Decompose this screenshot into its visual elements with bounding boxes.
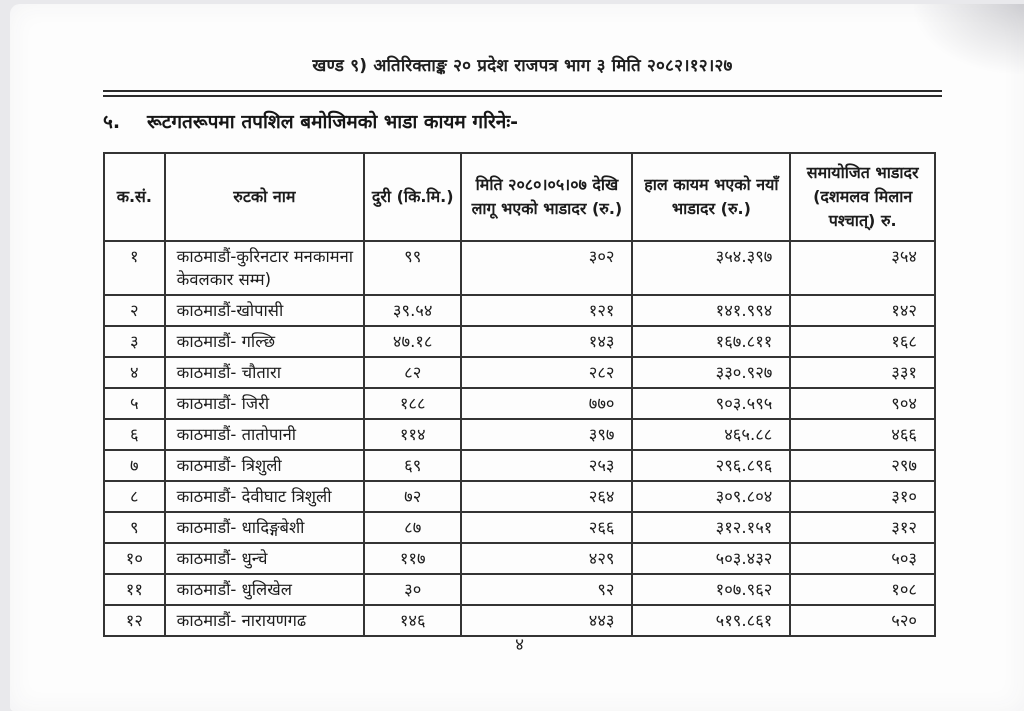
cell-route-name: काठमाडौं- धादिङ्गबेशी <box>165 512 364 543</box>
cell-adjusted-fare: १०८ <box>790 574 935 605</box>
table-row <box>104 419 935 450</box>
section-number: ५. <box>103 111 121 133</box>
cell-old-fare: १४३ <box>461 326 632 357</box>
cell-route-name: काठमाडौं- चौतारा <box>165 357 364 388</box>
cell-adjusted-fare: ३५४ <box>790 241 935 295</box>
cell-route-name: काठमाडौं- गल्छि <box>165 326 364 357</box>
cell-new-fare: ९०३.५९५ <box>632 388 790 419</box>
cell-serial: १० <box>104 543 165 574</box>
table-row <box>104 481 935 512</box>
cell-distance-km: १४६ <box>364 605 461 636</box>
cell-new-fare: १०७.९६२ <box>632 574 790 605</box>
cell-old-fare: ४४३ <box>461 605 632 636</box>
cell-route-name: काठमाडौं- देवीघाट त्रिशुली <box>165 481 364 512</box>
cell-old-fare: ९२ <box>461 574 632 605</box>
cell-adjusted-fare: ५०३ <box>790 543 935 574</box>
header-double-rule <box>103 90 942 97</box>
cell-distance-km: ४७.१८ <box>364 326 461 357</box>
column-header-distance: दुरी (कि.मि.) <box>364 153 461 241</box>
table-row <box>104 574 935 605</box>
section-title: रूटगतरूपमा तपशिल बमोजिमको भाडा कायम गरिनेः- <box>147 111 519 133</box>
section-heading <box>103 108 973 134</box>
cell-new-fare: ३०९.८०४ <box>632 481 790 512</box>
cell-distance-km: ८७ <box>364 512 461 543</box>
table-row <box>104 326 935 357</box>
gazette-header-line: खण्ड ९) अतिरिक्ताङ्क २० प्रदेश राजपत्र भाग ३ मिति २०८२।१२।२७ <box>312 56 733 76</box>
cell-old-fare: ३९७ <box>461 419 632 450</box>
cell-old-fare: २६४ <box>461 481 632 512</box>
fare-table-body <box>104 241 935 636</box>
cell-adjusted-fare: ३१० <box>790 481 935 512</box>
cell-new-fare: ५०३.४३२ <box>632 543 790 574</box>
table-row <box>104 388 935 419</box>
table-row <box>104 241 935 295</box>
cell-distance-km: ३९.५४ <box>364 295 461 326</box>
cell-route-name: काठमाडौं- धुन्चे <box>165 543 364 574</box>
cell-old-fare: ४२९ <box>461 543 632 574</box>
cell-new-fare: ३१२.१५१ <box>632 512 790 543</box>
cell-adjusted-fare: ९०४ <box>790 388 935 419</box>
cell-distance-km: ९९ <box>364 241 461 295</box>
cell-distance-km: ७२ <box>364 481 461 512</box>
cell-serial: ६ <box>104 419 165 450</box>
gazette-page <box>10 4 1024 711</box>
table-row <box>104 295 935 326</box>
cell-route-name: काठमाडौं- त्रिशुली <box>165 450 364 481</box>
cell-new-fare: ३५४.३९७ <box>632 241 790 295</box>
cell-adjusted-fare: ३३१ <box>790 357 935 388</box>
cell-route-name: काठमाडौं- नारायणगढ <box>165 605 364 636</box>
cell-new-fare: १४१.९९४ <box>632 295 790 326</box>
cell-serial: ९ <box>104 512 165 543</box>
cell-new-fare: १६७.८११ <box>632 326 790 357</box>
cell-route-name: काठमाडौं-कुरिनटार मनकामना केवलकार सम्म) <box>165 241 364 295</box>
fare-table <box>103 152 936 637</box>
fare-table-header <box>104 153 935 241</box>
page-number: ४ <box>515 635 524 655</box>
cell-old-fare: १२१ <box>461 295 632 326</box>
cell-serial: १ <box>104 241 165 295</box>
column-header-serial: क.सं. <box>104 153 165 241</box>
cell-serial: २ <box>104 295 165 326</box>
column-header-route: रुटको नाम <box>165 153 364 241</box>
table-row <box>104 357 935 388</box>
cell-adjusted-fare: ३१२ <box>790 512 935 543</box>
cell-serial: ४ <box>104 357 165 388</box>
cell-new-fare: ४६५.८८ <box>632 419 790 450</box>
cell-serial: ३ <box>104 326 165 357</box>
table-row <box>104 450 935 481</box>
cell-distance-km: ६९ <box>364 450 461 481</box>
cell-distance-km: ३० <box>364 574 461 605</box>
cell-old-fare: २५३ <box>461 450 632 481</box>
cell-route-name: काठमाडौं- जिरी <box>165 388 364 419</box>
cell-route-name: काठमाडौं- तातोपानी <box>165 419 364 450</box>
cell-distance-km: ११७ <box>364 543 461 574</box>
cell-adjusted-fare: ५२० <box>790 605 935 636</box>
cell-route-name: काठमाडौं- धुलिखेल <box>165 574 364 605</box>
cell-distance-km: ११४ <box>364 419 461 450</box>
column-header-adjusted-fare: समायोजित भाडादर (दशमलव मिलान पश्चात्) रु. <box>790 153 935 241</box>
cell-adjusted-fare: २९७ <box>790 450 935 481</box>
column-header-old-fare: मिति २०८०।०५।०७ देखि लागू भएको भाडादर (रु.) <box>461 153 632 241</box>
cell-serial: ८ <box>104 481 165 512</box>
cell-adjusted-fare: १६८ <box>790 326 935 357</box>
cell-old-fare: २८२ <box>461 357 632 388</box>
cell-distance-km: ८२ <box>364 357 461 388</box>
table-row <box>104 543 935 574</box>
cell-old-fare: ७७० <box>461 388 632 419</box>
cell-new-fare: २९६.८९६ <box>632 450 790 481</box>
cell-serial: ११ <box>104 574 165 605</box>
cell-new-fare: ५१९.८६१ <box>632 605 790 636</box>
cell-old-fare: २६६ <box>461 512 632 543</box>
header-row <box>104 153 935 241</box>
cell-serial: ५ <box>104 388 165 419</box>
cell-distance-km: १८८ <box>364 388 461 419</box>
cell-serial: ७ <box>104 450 165 481</box>
cell-route-name: काठमाडौं-खोपासी <box>165 295 364 326</box>
cell-adjusted-fare: १४२ <box>790 295 935 326</box>
cell-old-fare: ३०२ <box>461 241 632 295</box>
column-header-new-fare: हाल कायम भएको नयाँ भाडादर (रु.) <box>632 153 790 241</box>
cell-new-fare: ३३०.९२७ <box>632 357 790 388</box>
cell-serial: १२ <box>104 605 165 636</box>
table-row <box>104 512 935 543</box>
cell-adjusted-fare: ४६६ <box>790 419 935 450</box>
